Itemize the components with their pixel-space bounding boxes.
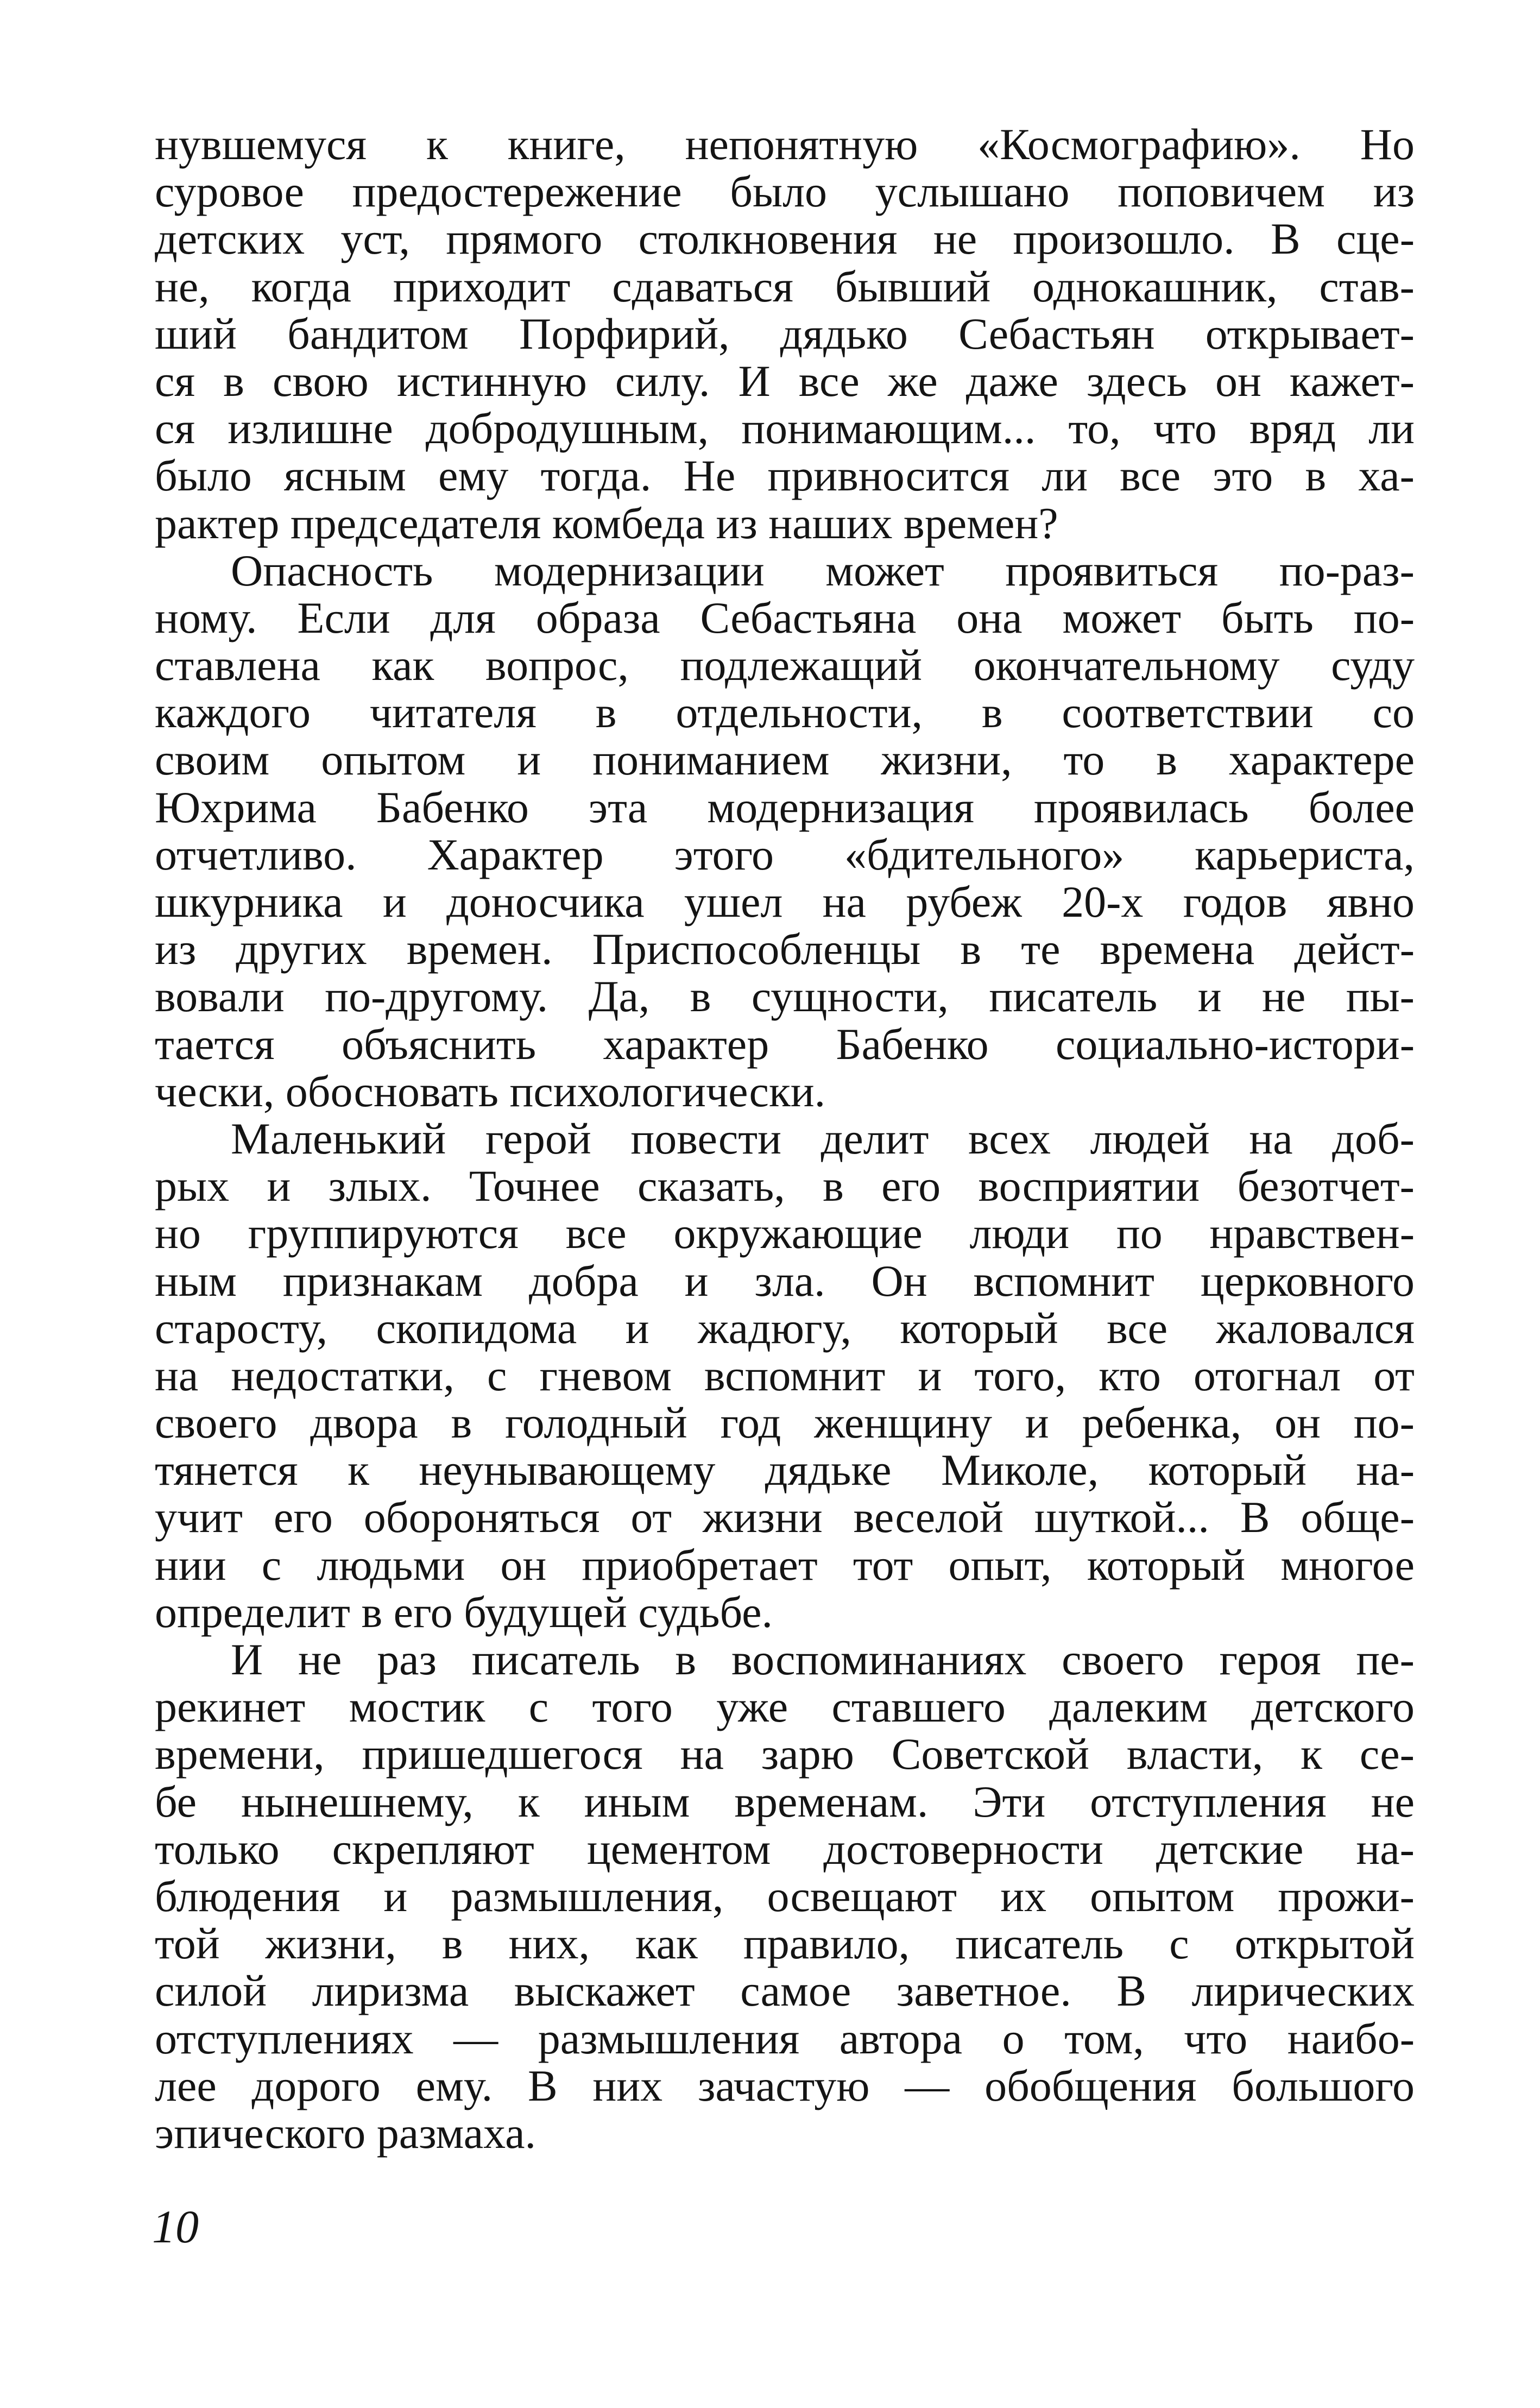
text-line: ся излишне добродушным, понимающим... то, что вряд ли — [155, 404, 1415, 453]
text-line: но группируются все окружающие люди по нравствен- — [155, 1208, 1415, 1258]
text-line: детских уст, прямого столкновения не произошло. В сце- — [155, 214, 1415, 264]
text-line: эпического размаха. — [155, 2108, 536, 2158]
text-line: тается объяснить характер Бабенко социально-истори- — [155, 1019, 1415, 1069]
text-line: учит его обороняться от жизни веселой шуткой... В обще- — [155, 1492, 1415, 1542]
text-line: определит в его будущей судьбе. — [155, 1587, 773, 1637]
text-line: рых и злых. Точнее сказать, в его восприятии безотчет- — [155, 1161, 1415, 1211]
text-line: лее дорого ему. В них зачастую — обобщения большого — [155, 2060, 1415, 2110]
text-line: ся в свою истинную силу. И все же даже здесь он кажет- — [155, 356, 1415, 406]
text-line: из других времен. Приспособленцы в те времена дейст- — [155, 924, 1415, 974]
text-line: отчетливо. Характер этого «бдительного» карьериста, — [155, 829, 1415, 879]
text-line: Юхрима Бабенко эта модернизация проявилась более — [155, 782, 1415, 832]
text-line: рекинет мостик с того уже ставшего далеким детского — [155, 1682, 1415, 1732]
text-line: не, когда приходит сдаваться бывший однокашник, став- — [155, 261, 1415, 311]
text-line: на недостатки, с гневом вспомнит и того, кто отогнал от — [155, 1350, 1415, 1400]
text-line: суровое предостережение было услышано поповичем из — [155, 167, 1415, 217]
text-line: ставлена как вопрос, подлежащий окончательному суду — [155, 640, 1415, 690]
page-number: 10 — [152, 2201, 199, 2253]
text-line: шкурника и доносчика ушел на рубеж 20-х годов явно — [155, 877, 1415, 926]
text-line: нии с людьми он приобретает тот опыт, который многое — [155, 1540, 1415, 1590]
text-line: времени, пришедшегося на зарю Советской власти, к се- — [155, 1729, 1415, 1779]
text-line: вовали по-другому. Да, в сущности, писатель и не пы- — [155, 972, 1415, 1022]
text-line: ным признакам добра и зла. Он вспомнит церковного — [155, 1256, 1415, 1306]
text-line: нувшемуся к книге, непонятную «Космографию». Но — [155, 119, 1415, 169]
text-line: Опасность модернизации может проявиться по-раз- — [231, 545, 1415, 595]
text-line: отступлениях — размышления автора о том, что наибо- — [155, 2013, 1415, 2063]
text-line: блюдения и размышления, освещают их опытом прожи- — [155, 1871, 1415, 1921]
text-line: своим опытом и пониманием жизни, то в характере — [155, 735, 1415, 785]
text-line: тянется к неунывающему дядьке Миколе, который на- — [155, 1445, 1415, 1495]
text-line: чески, обосновать психологически. — [155, 1066, 826, 1116]
text-line: силой лиризма выскажет самое заветное. В лирических — [155, 1966, 1415, 2016]
text-line: каждого читателя в отдельности, в соответствии со — [155, 688, 1415, 737]
text-line: И не раз писатель в воспоминаниях своего героя пе- — [231, 1635, 1415, 1684]
text-line: бе нынешнему, к иным временам. Эти отступления не — [155, 1776, 1415, 1826]
text-line: той жизни, в них, как правило, писатель с открытой — [155, 1919, 1415, 1969]
text-line: только скрепляют цементом достоверности детские на- — [155, 1824, 1415, 1874]
text-line: Маленький герой повести делит всех людей на доб- — [231, 1113, 1415, 1163]
body-text — [155, 121, 1415, 2157]
text-line: ному. Если для образа Себастьяна она может быть по- — [155, 592, 1415, 642]
text-line: рактер председателя комбеда из наших времен? — [155, 498, 1058, 548]
text-line: ший бандитом Порфирий, дядько Себастьян открывает- — [155, 308, 1415, 358]
text-line: старосту, скопидома и жадюгу, который все жаловался — [155, 1303, 1415, 1353]
text-line: было ясным ему тогда. Не привносится ли все это в ха- — [155, 451, 1415, 501]
text-line: своего двора в голодный год женщину и ребенка, он по- — [155, 1398, 1415, 1448]
